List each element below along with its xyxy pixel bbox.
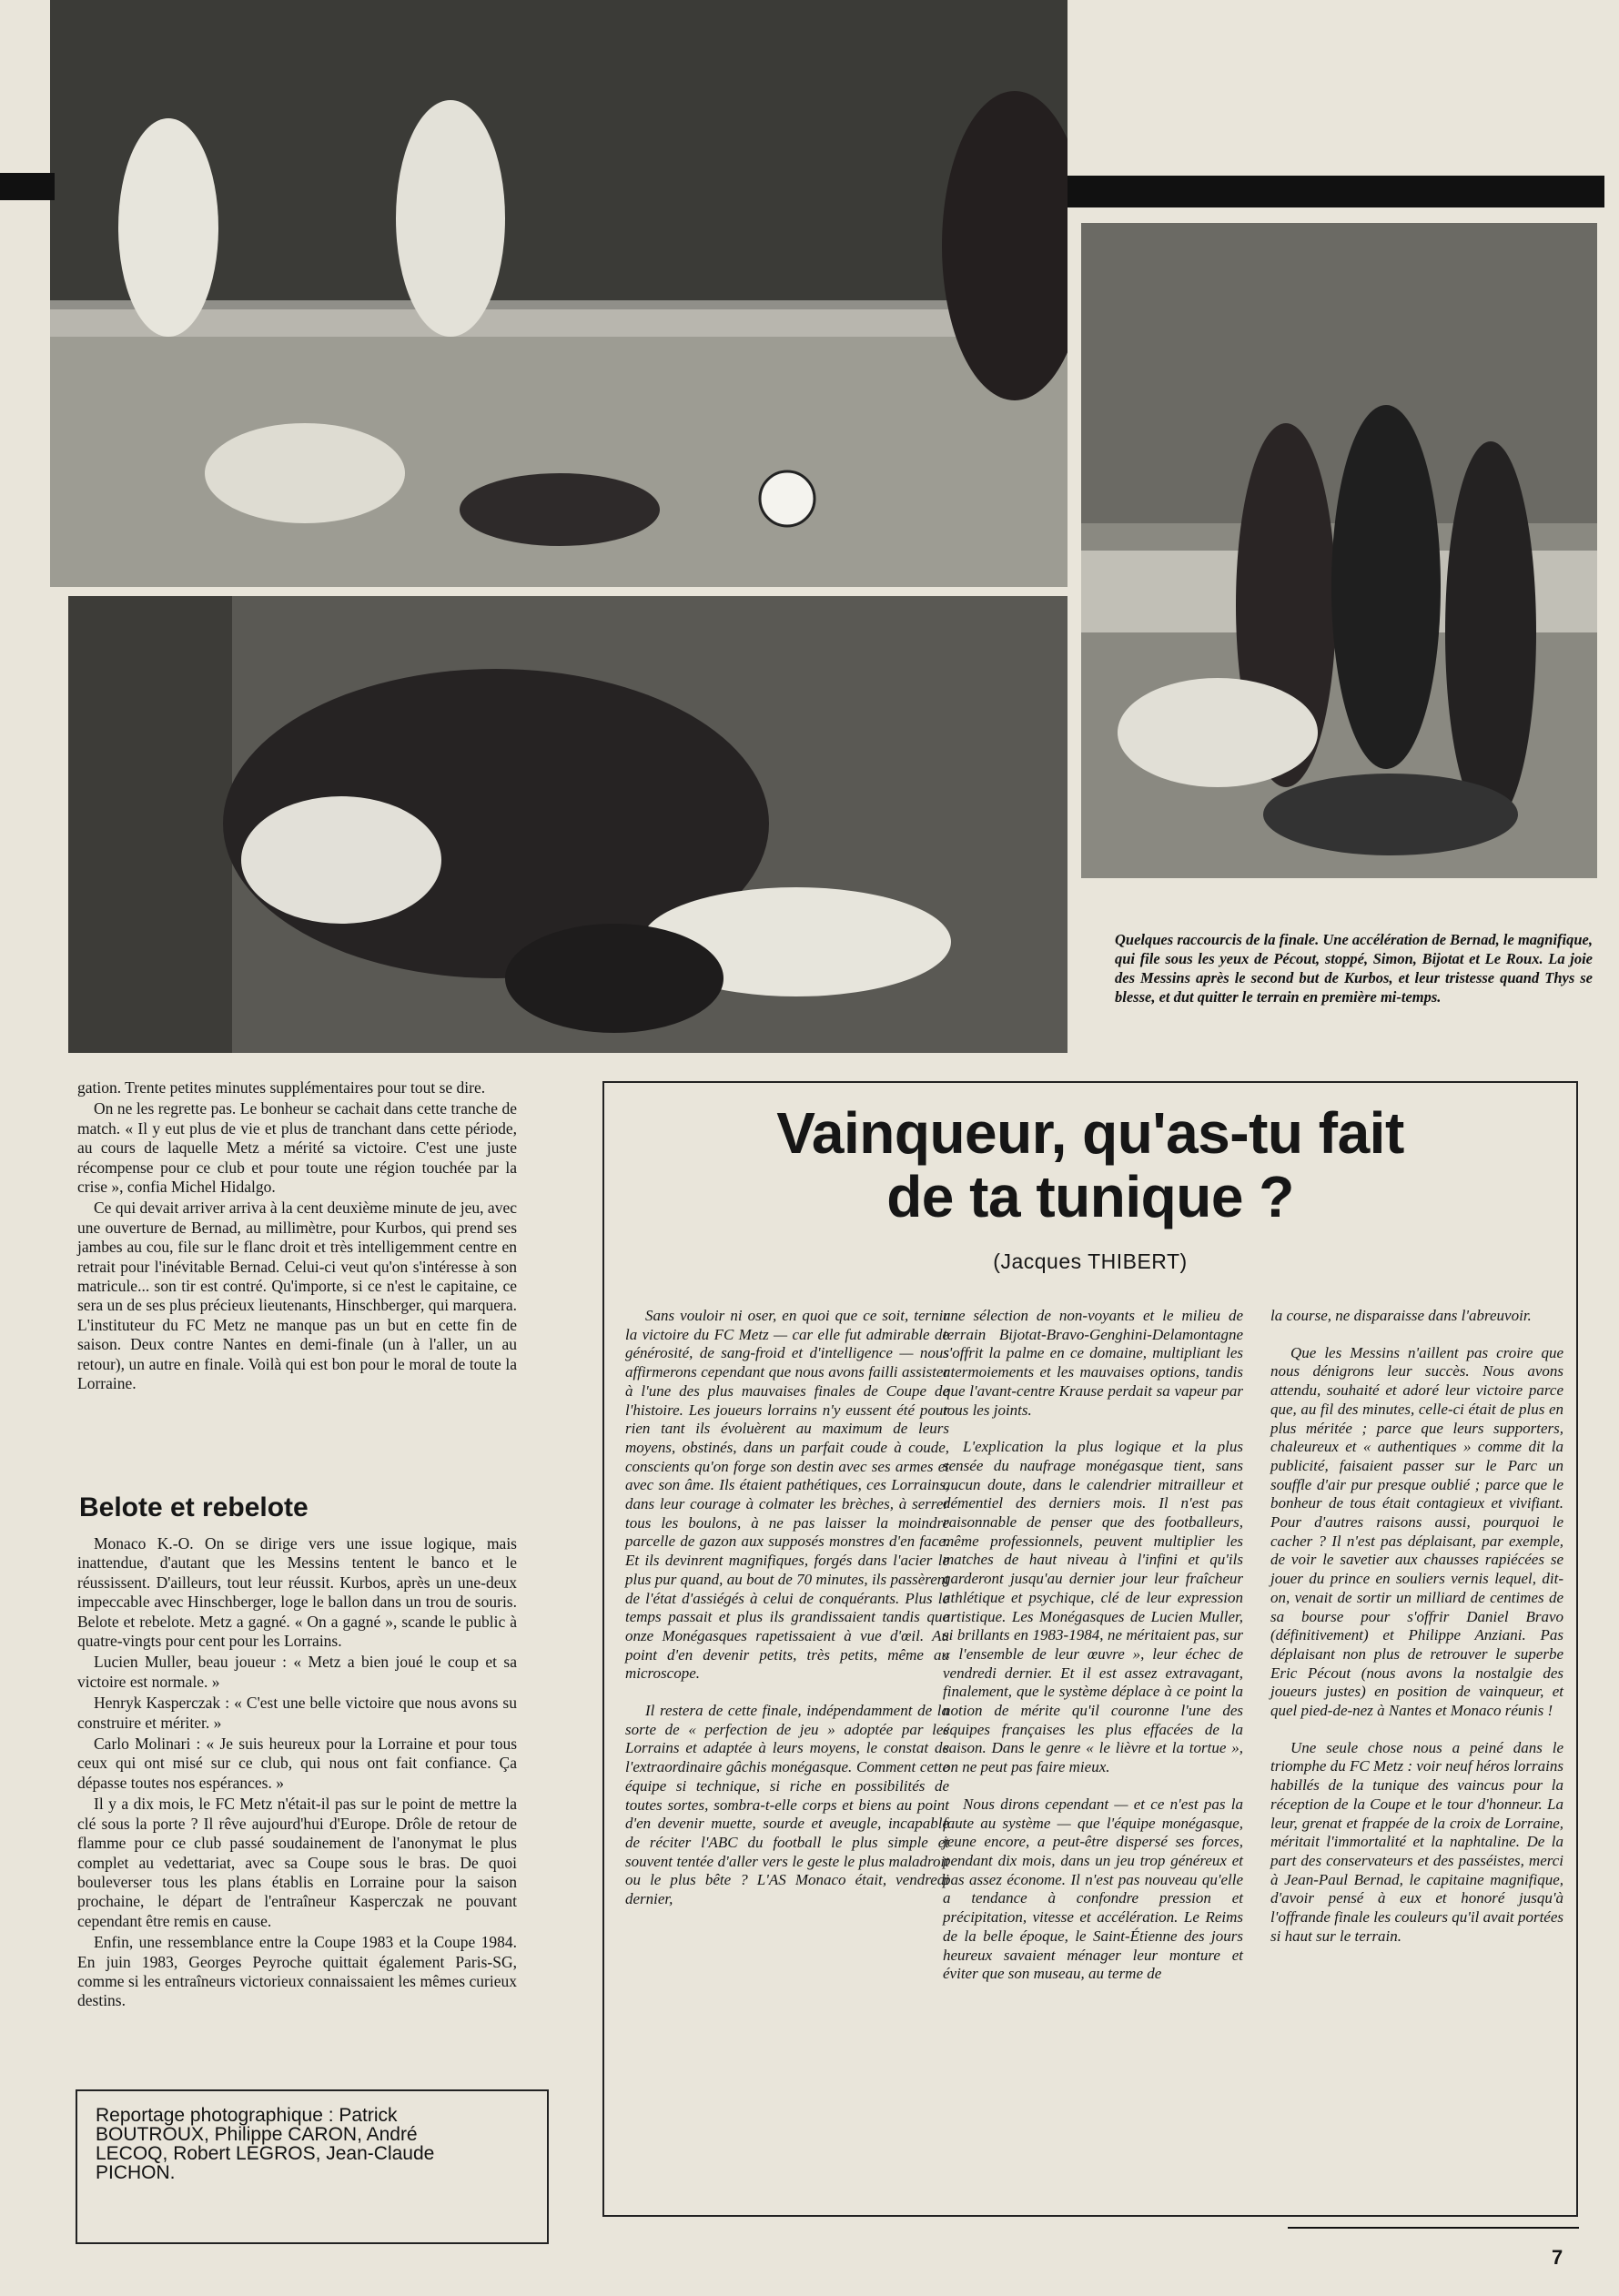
left-p7: Carlo Molinari : « Je suis heureux pour la Lorraine et pour tous ceux qui ont misé sur ce club, qui nous ont fait confiance. Ça dépasse toutes nos espérances. »	[77, 1735, 517, 1792]
left-p9: Enfin, une ressemblance entre la Coupe 1983 et la Coupe 1984. En juin 1983, Georges Peyroche quittait également Paris-SG, comme si les entraîneurs victorieux connaissaient les mêmes curieux destins.	[77, 1933, 517, 2010]
page-number: 7	[1552, 2246, 1563, 2269]
feature-col3-p3: Une seule chose nous a peiné dans le triomphe du FC Metz : voir neuf héros lorrains habillés de la tunique des vaincus pour la réception de la Coupe et le tour d'honneur. La leur, grenat et frappée de la croix de Lorraine, méritait l'immortalité et la naphtaline. De la part des conservateurs et des passéistes, merci à Jean-Paul Bernad, le capitaine magnifique, d'avoir pensé à eux et honoré jusqu'à l'offrande finale les couleurs qu'il avait portées si haut sur le terrain.	[1270, 1738, 1563, 1945]
feature-col1-p2: Il restera de cette finale, indépendamment de la sorte de « perfection de jeu » adoptée par les Lorrains et adaptée à leurs moyens, le constat de l'extraordinaire gâchis monégasque. Comment cette équipe si technique, si riche en possibilités de toutes sortes, sombra-t-elle corps et biens au point d'en devenir muette, sourde et aveugle, incapable de réciter l'ABC du football le plus simple et souvent tentée d'aller vers le geste le plus maladroit ou le plus bête ? L'AS Monaco était, vendredi dernier,	[625, 1702, 949, 1908]
photo-bernad-acceleration-art	[50, 0, 1068, 587]
left-p1: gation. Trente petites minutes supplémentaires pour tout se dire.	[77, 1078, 486, 1097]
photo-injury-scene	[1081, 223, 1597, 878]
photo-metz-celebration-art	[68, 596, 1068, 1053]
left-p6: Henryk Kasperczak : « C'est une belle victoire que nous avons su construire et mériter. »	[77, 1694, 517, 1732]
feature-col2-p1: une sélection de non-voyants et le milieu de terrain Bijotat-Bravo-Genghini-Delamontagne s'offrit la palme en ce domaine, multipliant les atermoiements et les mauvaises options, tandis que l'avant-centre Krause perdait sa vapeur par tous les joints.	[943, 1307, 1243, 1419]
feature-col2-p2: L'explication la plus logique et la plus sensée du naufrage monégasque tient, sans aucun doute, dans le calendrier mitrailleur et démentiel des derniers mois. Il n'est pas raisonnable de penser que des footballeurs, même professionnels, peuvent multiplier les matches de haut niveau à l'infini et qu'ils garderont jusqu'au dernier jour leur fraîcheur athlétique et psychique, clé de leur expression artistique. Les Monégasques de Lucien Muller, si brillants en 1983-1984, ne méritaient pas, sur « l'ensemble de leur œuvre », leur échec de vendredi dernier. Et il est assez extravagant, finalement, que le système déplace à ce point la notion de mérite qu'il couronne l'une des équipes françaises les plus effacées de la saison. Dans le genre « le lièvre et la tortue », on ne peut pas faire mieux.	[943, 1438, 1243, 1776]
left-p8: Il y a dix mois, le FC Metz n'était-il pas sur le point de mettre la clé sous la porte ? Il rêve aujourd'hui d'Europe. Drôle de retour de flamme pour ce club passé soudainement de l'anonymat le plus complet au vedettariat, avec sa Coupe sous le bras. De quoi bouleverser tous les plans établis en Lorraine pour la saison prochaine, le départ de l'entraîneur Kasperczak ne pouvant cependant être remis en cause.	[77, 1795, 517, 1930]
feature-title-line-2: de ta tunique ?	[886, 1164, 1294, 1229]
feature-col-2	[943, 1307, 1243, 1986]
feature-col3-p2: Que les Messins n'aillent pas croire que nous dénigrons leur succès. Nous avons attendu, souhaité et adoré leur victoire parce que, au fil des minutes, celle-ci était de plus en plus méritée ; parce que leurs supporters, chaleureux et « authentiques » comme dit la publicité, faisaient passer sur le Parc un souffle d'air pur presque oublié ; parce que le bonheur de tous était contagieux et vivifiant. Pour d'autres raisons aussi, pourquoi le cacher ? Il n'est pas déplaisant, par exemple, de voir le savetier aux chausses rapiécées se jouer du prince en souliers vernis lequel, dit-on, venait de sortir un milliard de centimes de sa bourse pour s'offrir Daniel Bravo (définitivement) et Philippe Anziani. Pas déplaisant non plus de retrouver le superbe Eric Pécout (nous avons la nostalgie des joueurs justes) en position de vainqueur, et quel pied-de-nez à Nantes et Monaco réunis !	[1270, 1343, 1563, 1720]
footer-rule	[1288, 2227, 1579, 2229]
feature-col-1	[625, 1307, 949, 1911]
left-article-bottom	[77, 1534, 517, 2013]
left-article-top	[77, 1078, 517, 1396]
feature-col-3	[1270, 1307, 1563, 1948]
left-p3: Ce qui devait arriver arriva à la cent deuxième minute de jeu, avec une ouverture de Bernad, au millimètre, pour Kurbos, qui prend ses jambes au cou, file sur le flanc droit et très intelligemment centre en retrait pour l'inévitable Bernad. Celui-ci veut qu'on s'intéresse à son matricule... son tir est contré. Qu'importe, si ce n'est le capitaine, ce sera un de ses plus précieux lieutenants, Hinschberger, qui marquera. L'instituteur du FC Metz ne manque pas un but en cette fin de saison. Deux contre Nantes en demi-finale (un à l'aller, un au retour), un autre en finale. Voilà qui est bon pour le moral de toute la Lorraine.	[77, 1199, 517, 1393]
feature-col2-p3: Nous dirons cependant — et ce n'est pas la faute au système — que l'équipe monégasque, jeune encore, a peut-être dispersé ses forces, pendant dix mois, dans un jeu trop généreux et pas assez économe. Il n'est pas nouveau qu'elle a tendance à confondre pression et précipitation, vitesse et accélération. Le Reims de la belle époque, le Saint-Étienne des jours heureux savaient ménager leur monture et éviter que son museau, au terme de	[943, 1795, 1243, 1983]
credit-line-3: LECOQ, Robert LEGROS, Jean-Claude	[96, 2143, 435, 2164]
subhead-belote: Belote et rebelote	[79, 1492, 309, 1522]
photo-credit-box	[76, 2089, 549, 2244]
credit-line-2: BOUTROUX, Philippe CARON, André	[96, 2124, 418, 2145]
feature-col3-p1: la course, ne disparaisse dans l'abreuvoir.	[1270, 1307, 1532, 1324]
feature-col1-p1: Sans vouloir ni oser, en quoi que ce soit, ternir la victoire du FC Metz — car elle fut admirable de générosité, de sang-froid et d'intelligence — nous affirmerons cependant que nous avons failli assister à l'une des plus mauvaises finales de Coupe de l'histoire. Les joueurs lorrains n'y eussent été pour rien tant ils évoluèrent au maximum de leurs moyens, obstinés, dans un parfait coude à coude, conscients qu'on forge son destin avec ses armes et avec son âme. Ils étaient pathétiques, ces Lorrains, dans leur courage à colmater les brèches, à serrer tous les boulons, à ne pas laisser la moindre parcelle de gazon aux supposés monstres d'en face. Et ils devinrent magnifiques, forgés dans l'acier le plus pur quand, au bout de 70 minutes, ils passèrent de l'état d'assiégés à celui de conquérants. Plus le temps passait et plus ils grandissaient tandis que onze Monégasques rapetissaient à vue d'œil. Au point d'en devenir petits, très petits, même au microscope.	[625, 1307, 949, 1683]
photo-metz-celebration	[68, 596, 1068, 1053]
feature-byline: (Jacques THIBERT)	[993, 1249, 1188, 1273]
photo-caption: Quelques raccourcis de la finale. Une accélération de Bernad, le magnifique, qui file sous les yeux de Pécout, stoppé, Simon, Bijotat et Le Roux. La joie des Messins après le second but de Kurbos, et leur tristesse quand Thys se blesse, et dut quitter le terrain en première mi-temps.	[1115, 931, 1593, 1006]
left-p2: On ne les regrette pas. Le bonheur se cachait dans cette tranche de match. « Il y eut plus de vie et plus de tranchant dans cette période, au cours de laquelle Metz a mérité sa victoire. C'est une juste récompense pour ce club et pour toute une région touchée par la crise », confia Michel Hidalgo.	[77, 1099, 517, 1197]
left-p5: Lucien Muller, beau joueur : « Metz a bien joué le coup et sa victoire est normale. »	[77, 1653, 517, 1691]
feature-title-line-1: Vainqueur, qu'as-tu fait	[776, 1100, 1404, 1166]
top-rule-right	[1068, 176, 1604, 207]
photo-injury-scene-art	[1081, 223, 1597, 878]
top-rule-left	[0, 173, 55, 200]
feature-title	[604, 1101, 1576, 1229]
credit-line-1: Reportage photographique : Patrick	[96, 2105, 398, 2126]
credit-line-4: PICHON.	[96, 2162, 176, 2183]
left-p4: Monaco K.-O. On se dirige vers une issue logique, mais inattendue, d'autant que les Messins tentent le banco et le réussissent. D'ailleurs, tout leur réussit. Kurbos, après un une-deux impeccable avec Hinschberger, loge le ballon dans un trou de souris. Belote et rebelote. Metz a gagné. « On a gagné », scande le public à quatre-vingts pour cent pour les Lorrains.	[77, 1534, 517, 1651]
photo-bernad-acceleration	[50, 0, 1068, 587]
